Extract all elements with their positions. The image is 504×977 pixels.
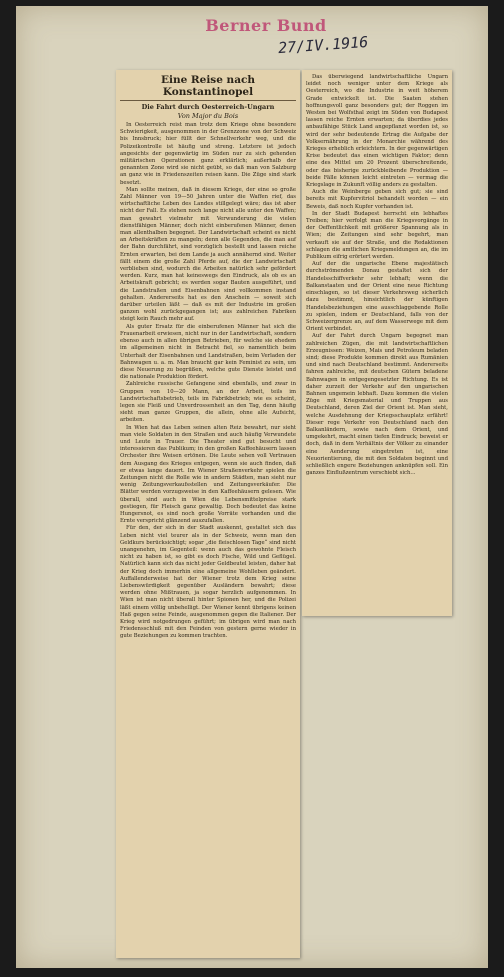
newspaper-masthead: Berner Bund bbox=[205, 16, 327, 35]
paragraph: Für den, der sich in der Stadt auskennt, gestaltet sich das Leben nicht viel teurer als in der Schweiz, wenn man den Geldkurs berücksichtigt; sogar „die fleischlosen Tage“ sind nicht unangenehm, im Gegenteil: wenn auch das gewohnte Fleisch nicht zu haben ist, so gibt es doch Fische, Wild und Geflügel. Natürlich kann sich das nicht jeder Geldbeutel leisten, daher hat der Krieg doch immerhin eine allgemeine Wohlleben geändert. Auffallenderweise hat der Wiener trotz dem Krieg seine Liebenswürdigkeit gegenüber Ausländern bewahrt; diese werden ohne Mißtrauen, ja sogar herzlich aufgenommen. In Wien ist man nicht überall hinter Spionen her, und die Polizei läßt einem völlig unbehelligt. Der Wiener kennt übrigens keinen Haß gegen seine Feinde, ausgenommen gegen die Italiener. Der Krieg wird notgedrungen geführt; im übrigen wird man nach Friedensschluß mit den Feinden von gestern gerne wieder in gute Beziehungen zu kommen trachten. bbox=[120, 525, 296, 640]
clipping-left-column bbox=[116, 70, 300, 958]
paragraph: In Wien hat das Leben seinen alten Reiz bewahrt, nur sieht man viele Soldaten in den Straßen und auch häufig Verwundete und Leute in Trauer. Die Theater sind gut besucht und interessieren das Publikum; in den großen Kaffeehäusern lassen Orchester ihre Weisen ertönen. Die Leute sehen voll Vertrauen dem Ausgang des Krieges entgegen, wenn sie auch finden, daß er etwas lange dauert. Im Wiener Straßenverkehr spielen die Zeitungen nicht die Rolle wie in andern Städten, man sieht nur wenig Zeitungsverkaufsstellen und Zeitungsverkäufer. Die Blätter werden vorzugsweise in den Kaffeehäusern gelesen. Wie überall, sind auch in Wien die Lebensmittelpreise stark gestiegen, für Fleisch ganz gewaltig. Doch bedeutet das keine Hungersnot, es sind noch große Vorräte vorhanden und die Ernte verspricht glänzend auszufallen. bbox=[120, 424, 296, 525]
handwritten-date: 27/IV.1916 bbox=[277, 32, 369, 58]
paragraph: Als guter Ersatz für die einberufenen Männer hat sich die Frauenarbeit erwiesen, nicht nur in der Landwirtschaft, sondern ebenso auch in allen übrigen Betrieben, für welche sie ehedem im allgemeinen nicht in Betracht fiel, so namentlich beim Unterhalt der Eisenbahnen und Landstraßen, beim Verladen der Bahnwagen u. a. m. Man braucht gar kein Feminist zu sein, um diese Neuerung zu begrüßen, welche gute Dienste leistet und die nationale Produktion fördert. bbox=[120, 323, 296, 381]
paragraph: In der Stadt Budapest herrscht ein lebhaftes Treiben; hier verfolgt man die Kriegsvorgänge in der Oeffentlichkeit mit größerer Spannung als in Wien; die Zeitungen sind sehr begehrt, man verkauft sie auf der Straße, und die Redaktionen schlagen die amtlichen Kriegsmeldungen an, die im Publikum eifrig erörtert werden. bbox=[306, 210, 448, 261]
paragraph: Zahlreiche russische Gefangene sind ebenfalls, und zwar in Gruppen von 10—20 Mann, an der Arbeit, teils im Landwirtschaftsbetrieb, teils im Fabrikbetrieb; wie es scheint, legen sie Fleiß und Unverdrossenheit an den Tag, denn häufig sieht man ganze Gruppen, die allein, ohne alle Aufsicht, arbeiten. bbox=[120, 381, 296, 424]
paragraph: Auf der die ungarische Ebene majestätisch durchströmenden Donau gestaltet sich der Handelsschiffverkehr sehr lebhaft; wenn die Balkanstaaten und der Orient eine neue Richtung einschlagen, so ist dieser Verkehrsweg sicherlich dazu bestimmt, hinsichtlich der künftigen Handelsbeziehungen eine ausschlaggebende Rolle zu spielen, indem er Deutschland, falls von der Schweizergrenze an, auf dem Wasserwege mit dem Orient verbindet. bbox=[306, 261, 448, 333]
article-body-right bbox=[306, 74, 448, 477]
paragraph: Das überwiegend landwirtschaftliche Ungarn leidet noch weniger unter dem Kriege als Oesterreich, wo die Industrie in weit höherem Grade entwickelt ist. Die Saaten stehen hoffnungsvoll ganz besonders gut; der Roggen im Westen bei Wolfsthal zeigt im Süden von Budapest lassen reiche Ernten erwarten; da überdies jedes anbaufähige Stück Land angepflanzt worden ist, so wird der sehr bedeutende Ertrag die Aufgabe der Volksernährung in der Monarchie während des Krieges erheblich erleichtern. In der gegenwärtigen Krise bedeutet das einen wichtigen Faktor; denn eine des Mittel um 20 Prozent überschreitende, oder das bisherige zurückbleibende Produktion — beide Fälle können leicht eintreten — vermag die Kriegslage in Zukunft völlig anders zu gestalten. bbox=[306, 74, 448, 189]
paragraph: Auf der Fahrt durch Ungarn begegnet man zahlreichen Zügen, die mit landwirtschaftlichen Erzeugnissen: Weizen, Mais und Petroleum beladen sind; diese Produkte kommen direkt aus Rumänien und sind nach Deutschland bestimmt. Andererseits fahren zahlreiche, mit deutschen Gütern beladene Bahnwagen in entgegengesetzter Richtung. Es ist daher zurzeit der Verkehr auf den ungarischen Bahnen ungemein lebhaft. Dazu kommen die vielen Züge mit Kriegsmaterial und Truppen aus Deutschland, deren Ziel der Orient ist. Man sieht, welche Ausdehnung der Kriegsschauplatz erfährt! Dieser rege Verkehr von Deutschland nach den Balkanländern, sowie nach dem Orient, und umgekehrt, macht einen tiefen Eindruck; beweist er doch, daß in dem Verhältnis der Völker zu einander eine Aenderung eingetreten ist, eine Neuorientierung, die mit den Soldaten beginnt und schließlich engere Beziehungen anknüpfen soll. Ein ganzes Einflußzentrum verschiebt sich... bbox=[306, 333, 448, 477]
clipping-right-column bbox=[302, 70, 452, 616]
paragraph: In Oesterreich reist man trotz dem Kriege ohne besondere Schwierigkeit, ausgenommen in der Grenzzone von der Schweiz bis Innsbruck; hier füllt der Schnellverkehr weg, und die Polizeikontrolle ist häufig und streng. Letztere ist jedoch angesichts der gegenwärtig im Süden nur zu sich gehenden militärischen Operationen ganz erklärlich; außerhalb der genannten Zone wird sie nicht geübt, so daß man von Salzburg an ganz wie in Friedenszeiten reisen kann. Die Züge sind stark besetzt. bbox=[120, 122, 296, 186]
paragraph: Auch die Weinberge geben sich gut; sie sind bereits mit Kupfervitriol behandelt worden — ein Beweis, daß noch Kupfer vorhanden ist. bbox=[306, 189, 448, 210]
article-headline: Eine Reise nach Konstantinopel bbox=[120, 74, 296, 101]
archive-sheet bbox=[16, 6, 488, 968]
article-subhead: Die Fahrt durch Oesterreich-Ungarn bbox=[141, 103, 275, 111]
paragraph: Man sollte meinen, daß in diesem Kriege, der eine so große Zahl Männer von 19—50 Jahren unter die Waffen rief, das wirtschaftliche Leben des Landes stillgelegt wäre; das ist aber nicht der Fall. Es stehen noch lange nicht alle unter den Waffen; man gewahrt vielmehr mit Verwunderung die vielen dienstfähigen Männer, doch nicht einberufenen Männer, denen man allenthalben begegnet. Der Landwirtschaft scheint es nicht an Arbeitskräften zu mangeln; denn alle Gegenden, die man auf der Bahn durchfährt, sind vorzüglich bestellt und lassen reiche Ernten erwarten, bei dem Lande ja auch annähernd sind. Weiter fällt einem die große Zahl Pferde auf, die der Landwirtschaft verblieben sind, wodurch die Arbeiten natürlich sehr gefördert werden. Kurz, man hat keineswegs den Eindruck, als ob es an Arbeitskraft gebricht; es werden sogar Bauten ausgeführt, und die Landstraßen und Eisenbahnen sind vollkommen instand gehalten. Andererseits hat es den Anschein — soweit sich darüber urteilen läßt — daß es mit der Industrie im großen ganzen wohl zurückgegangen ist; aus zahlreichen Fabriken steigt kein Rauch mehr auf. bbox=[120, 186, 296, 323]
article-author: Von Major du Bois bbox=[177, 112, 239, 120]
article-body-left bbox=[120, 122, 296, 641]
